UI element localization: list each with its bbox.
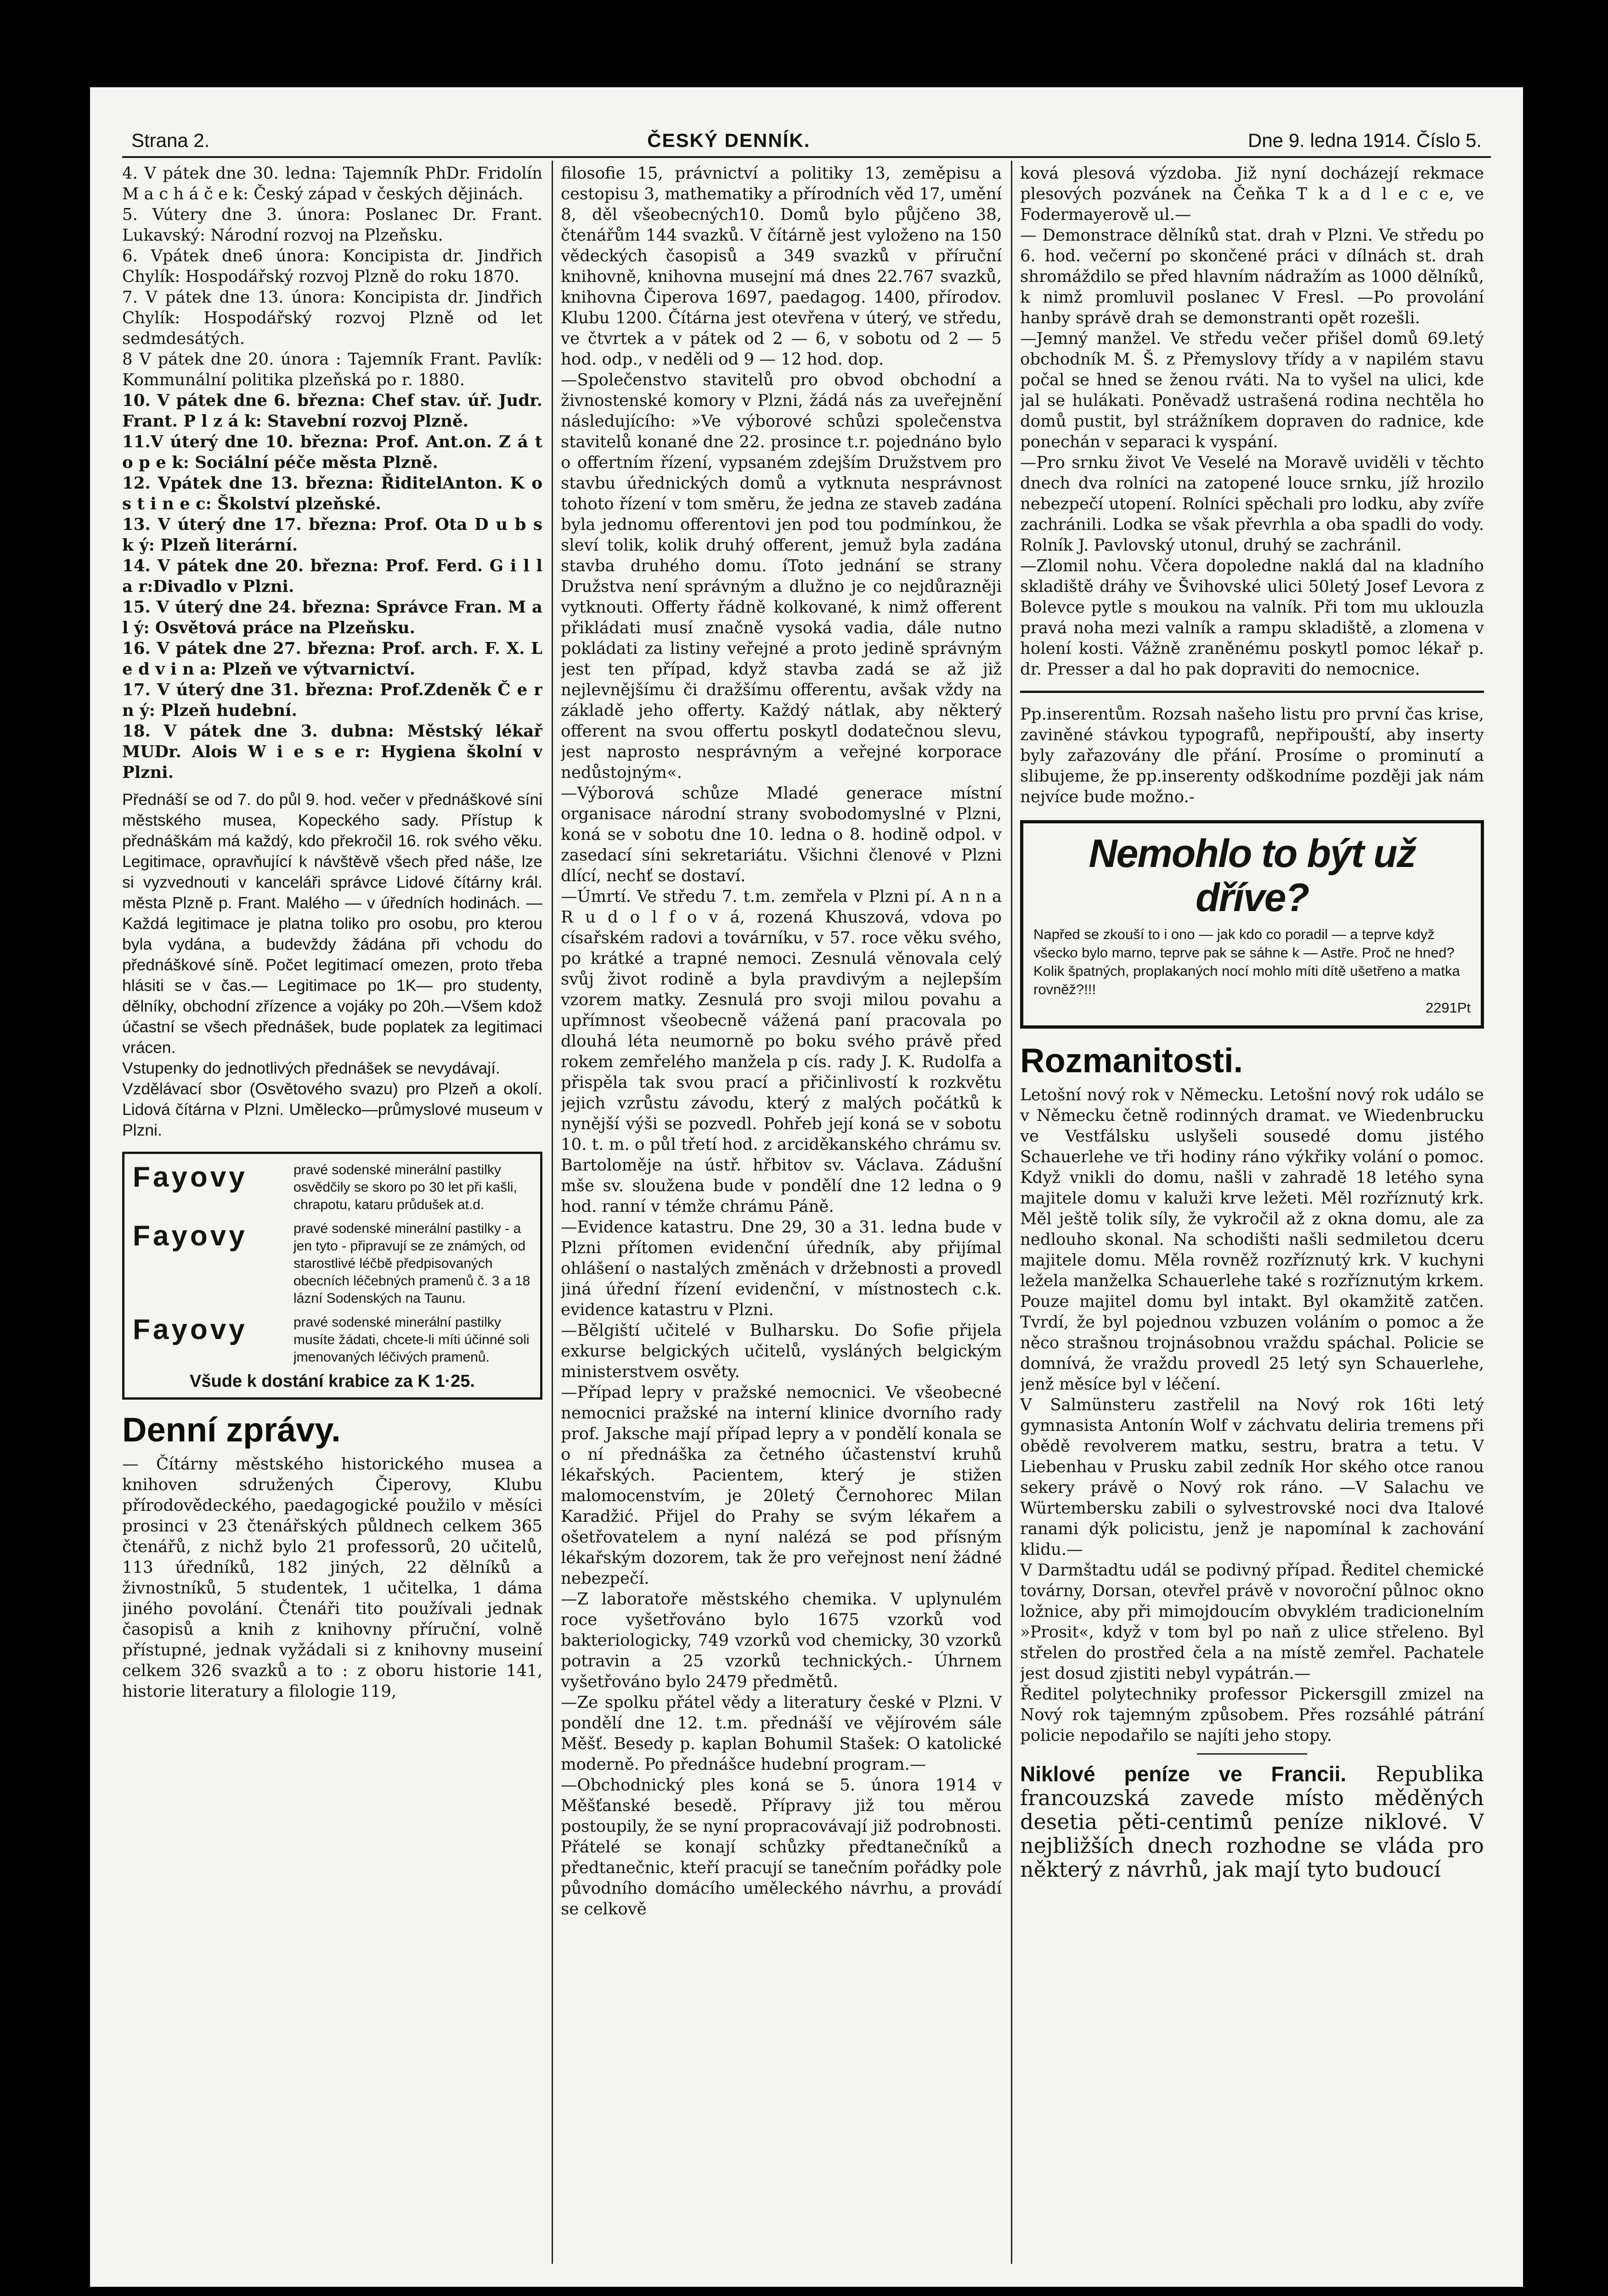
lecture-item: 6. Vpátek dne6 února: Koncipista dr. Jindřich Chylík: Hospodářský rozvoj Plzně do roku 1870. bbox=[122, 247, 542, 286]
newspaper-title: ČESKÝ DENNÍK. bbox=[647, 129, 811, 151]
lecture-item: 10. V pátek dne 6. března: Chef stav. úř. Judr. Frant. P l z á k: Stavební rozvoj Plzně. bbox=[122, 391, 542, 431]
news-paragraph: ková plesová výzdoba. Již nyní docházejí rekmace plesových pozvánek na Čeňka T k a d l e c e, ve Fodermayerově ul.— bbox=[1020, 164, 1484, 224]
ad-text: pravé sodenské minerální pastilky musíte žádati, chcete-li míti účinné soli jmenovaných léčivých pramenů. bbox=[293, 1315, 530, 1365]
news-paragraph: — Čítárny městského historického musea a knihoven sdružených Čiperovy, Klubu přírodovědeckého, paedagogické použilo v měsíci prosinci v 23 čtenářských půldnech celkem 365 čtenářů, z nichž bylo 21 professorů, 20 učitelů, 113 úředníků, 182 jiných, 22 dělníků a živnostníků, 5 studentek, 1 učitelka, 1 dáma jiného povolání. Čtenáři tito používali jednak časopisů a knih z knihovny příruční, volně přístupné, jednak vyžádali si z knihovny museiní celkem 326 svazků a to : z oboru historie 141, historie literatury a filologie 119, bbox=[122, 1455, 542, 1701]
promo-code: 2291Pt bbox=[1425, 1000, 1471, 1016]
ad-row bbox=[133, 1220, 532, 1307]
news-paragraph: V Salmünsteru zastřelil na Nový rok 16ti letý gymnasista Antonín Wolf v záchvatu deliria tremens při obědě revolverem matku, sestru, bratra a tetu. V Liebenhau v Prusku zabil zedník Hor ského otce ranou sekery právě o Nový rok ráno. —V Salachu ve Würtembersku zabili o sylvestrovské noci dva Italové ranami dýk policistu, jenž je napomínal k zachování klidu.— bbox=[1020, 1396, 1484, 1559]
news-paragraph: —Úmrtí. Ve středu 7. t.m. zemřela v Plzni pí. A n n a R u d o l f o v á, rozená Khuszová, vdova po císařském radovi a továrníku, v 57. roce věku svého, po krátké a trapné nemoci. Zesnulá věnovala celý svůj život rodině a byla pravdivým a nejlepším vzorem matky. Zesnulá pro svoji milou povahu a upřímnost všeobecně vážená paní pracovala po dlouhá léta neumorně po boku svého právě před rokem zemřelého manžela p cís. rady J. K. Rudolfa a přispěla tak svou prací a přičinlivostí k rozkvětu jejich vzrůstu závodu, který z malých počátků k nynější výši se pozvedl. Pohřeb její koná se v sobotu 10. t. m. o půl třetí hod. z arciděkanského chrámu sv. Bartoloměje na ústř. hřbitov sv. Václava. Zádušní mše sv. sloužena bude v pondělí dne 12 ledna o 9 hod. ranní v témže chrámu Páně. bbox=[561, 887, 1002, 1216]
column-divider-2 bbox=[1011, 161, 1012, 2264]
news-paragraph: —Zlomil nohu. Včera dopoledne naklá dal na kladního skladiště dráhy ve Švihovské ulici 50letý Josef Levora z Bolevce pytle s moukou na valník. Při tom mu uklouzla pravá noha mezi valník a rampu skladiště, a zlomena v holení kosti. Vážně zraněnému poskytl pomoc lékař p. dr. Presser a dal ho pak dopraviti do nemocnice. bbox=[1020, 557, 1484, 679]
ad-row bbox=[133, 1314, 532, 1366]
lecture-item: 11.V úterý dne 10. března: Prof. Ant.on. Z á t o p e k: Sociální péče města Plzně. bbox=[122, 433, 542, 472]
column-divider-rule bbox=[1020, 691, 1484, 693]
news-paragraph: —Evidence katastru. Dne 29, 30 a 31. ledna bude v Plzni přítomen evidenční úředník, aby přijímal ohlášení o nastalých změnách v držebnosti a provedl jiná úřední řízení evidenční, v místnostech c.k. evidence katastru v Plzni. bbox=[561, 1218, 1002, 1319]
column-2 bbox=[561, 163, 1002, 2266]
section-title-denni-zpravy: Denní zprávy. bbox=[122, 1411, 341, 1449]
lecture-item: 13. V úterý dne 17. března: Prof. Ota D u b s k ý: Plzeň literární. bbox=[122, 515, 542, 555]
column-1 bbox=[122, 163, 542, 2266]
lecture-item: 5. Vútery dne 3. února: Poslanec Dr. Frant. Lukavský: Národní rozvoj na Plzeňsku. bbox=[122, 205, 542, 245]
inserent-notice: Pp.inserentům. Rozsah našeho listu pro první čas krise, zaviněné stávkou typografů, nepřipouští, aby inserty byly zařazovány dle přání. Prosíme o prominutí a slibujeme, že pp.inserenty odškodníme později jak nám nejvíce bude možno.- bbox=[1020, 705, 1484, 806]
lecture-item: 7. V pátek dne 13. února: Koncipista dr. Jindřich Chylík: Hospodářský rozvoj Plzně od let sedmdesátých. bbox=[122, 288, 542, 348]
column-divider-1 bbox=[552, 161, 553, 2264]
astra-advertisement bbox=[1020, 820, 1484, 1029]
news-paragraph: —Společenstvo stavitelů pro obvod obchodní a živnostenské komory v Plzni, žádá nás za uveřejnění následujícího: »Ve výborové schůzi společenstva stavitelů konané dne 22. prosince t.r. pojednáno bylo o offertním řízení, vypsaném zdejším Družstvem pro stavbu úřednických domů a vytknuta nesprávnost tohoto řízení v tom směru, že jedna ze staveb zadána byla jednomu offerentovi jen pod tou podmínkou, že sleví tolik, kolik druhý offerent, jemuž byla zadána stavba druhého domu. íToto jednání se strany Družstva není správným a dlužno je co nejdůrazněji vytknouti. Offerty řádně kolkované, k nimž offerent přikládati musí značně vysoká vadia, dále nutno pokládati za listiny veřejné a proto jedině správným jest ten případ, když stavba zadá se až již nejlevnějšímu či dražšímu offerentu, avšak vždy na základě jeho offerty. Každý nátlak, aby některý offerent na svou offertu poskytl dodatečnou slevu, jest naprosto nesprávným a veřejné korporace nedůstojným«. bbox=[561, 371, 1002, 782]
ad-brand-name: Fayovy bbox=[133, 1314, 248, 1345]
news-paragraph: Letošní nový rok v Německu. Letošní nový rok událo se v Německu četně rodinných dramat. ve Wiedenbrucku ve Vestfálsku uslyšeli sousedé domu jistého Schauerlehe ve tři hodiny ráno výkřiky volání o pomoc. Když vnikli do domu, našli v zahradě 18 letého syna majitele domu v kaluži krve ležeti. Měl rozříznutý krk. Měl ještě tolik síly, že vykročil až z okna domu, ale za nedlouho skonal. Na schodišti našli sedmiletou dceru majitele domu. Měla rovněž rozříznutý krk. V kuchyni ležela manželka Schauerlehe také s rozříznutým krkem. Pouze majitel domu byl intakt. Byl okamžitě zatčen. Tvrdí, že byl pojednou vzbuzen voláním o pomoc a že něco strašnou trojnásobnou vraždu spáchal. Policie se domnívá, že vraždu provedl 25 letý syn Schauerlehe, jenž měsíce byl v léčení. bbox=[1020, 1086, 1484, 1394]
ad-text: pravé sodenské minerální pastilky - a jen tyto - připravují se ze známých, od starostlivé léčbě předpisovaných obecních léčebných pramenů č. 3 a 18 lázní Sodenských na Taunu. bbox=[293, 1221, 530, 1306]
lecture-item: 17. V úterý dne 31. března: Prof.Zdeněk Č e r n ý: Plzeň hudební. bbox=[122, 681, 542, 720]
masthead-rule bbox=[122, 156, 1491, 158]
small-rule bbox=[1197, 1753, 1307, 1755]
page-number: Strana 2. bbox=[131, 129, 210, 151]
organizers: Vzdělávací sbor (Osvětového svazu) pro Plzeň a okolí. Lidová čítárna v Plzni. Umělecko—průmyslové museum v Plzni. bbox=[122, 1080, 542, 1139]
lecture-item: 14. V pátek dne 20. března: Prof. Ferd. G i l l a r:Divadlo v Plzni. bbox=[122, 557, 542, 596]
news-paragraph: Ředitel polytechniky professor Pickersgill zmizel na Nový rok tajemným způsobem. Přes rozsáhlé pátrání policie nepodařilo se najíti jeho stopy. bbox=[1020, 1685, 1484, 1745]
headline-nickel-coins bbox=[1020, 1762, 1484, 1881]
lecture-list bbox=[122, 163, 542, 783]
news-paragraph: —Jemný manžel. Ve středu večer přišel domů 69.letý obchodník M. Š. z Přemyslovy třídy a v napilém stavu počal se hned se ženou rváti. Na to vyšel na ulici, kde jal se hulákati. Poněvadž ustrašená rodina nechtěla ho domů pustit, byl strážníkem dopraven do radnice, kde ponechán v separaci k vyspání. bbox=[1020, 329, 1484, 451]
news-paragraph: filosofie 15, právnictví a politiky 13, zeměpisu a cestopisu 3, mathematiky a přírodních věd 17, umění 8, děl všeobecných10. Domů bylo půjčeno 38, čtenářům 144 svazků. V čítárně jest vyloženo na 150 vědeckých časopisů a 349 svazků v příruční knihovně, knihovna musejní má dnes 22.767 svazků, knihovna Čiperova 1697, paedagog. 1400, přírodov. Klubu 1200. Čítárna jest otevřena v úterý, ve středu, ve čtvrtek a v pátek od 2 — 6, v sobotu od 2 — 5 hod. odp., v neděli od 9 — 12 hod. dop. bbox=[561, 164, 1002, 369]
headline-text: Niklové peníze ve Francii. bbox=[1020, 1762, 1347, 1786]
ad-row bbox=[133, 1161, 532, 1214]
news-paragraph: —Pro srnku život Ve Veselé na Moravě uviděli v těchto dnech dva rolníci na zatopené louce srnku, jíž hrozilo nebezpečí utopení. Rolníci spěchali pro lodku, aby zvíře zachránili. Lodka se však převrhla a oba spadli do vody. Rolník J. Pavlovský utonul, druhý se zachránil. bbox=[1020, 453, 1484, 555]
news-paragraph: V Darmštadtu udál se podivný případ. Ředitel chemické továrny, Dorsan, otevřel právě v novoroční půlnoc okno ložnice, aby při mimojdoucím obvyklém tradicionelním »Prosit«, když v tom byl po naň z ulice střeleno. Byl střelen do prostřed čela a na místě zemřel. Pachatele jest dosud zjistiti nebyl vypátrán.— bbox=[1020, 1561, 1484, 1683]
news-paragraph: —Případ lepry v pražské nemocnici. Ve všeobecné nemocnici pražské na interní klinice dvorního rady prof. Jaksche mají případ lepry a v pondělí konala se o ní přednáška za četného účastenství kruhů lékařských. Pacientem, který je stižen malomocenstvím, je 20letý Černohorec Milan Karadžić. Přijel do Prahy se svým lékařem a ošetřovatelem a nyní nalézá se pod přísným lékařským dozorem, tak že pro veřejnost není žádné nebezpečí. bbox=[561, 1383, 1002, 1588]
fayovy-advertisement bbox=[122, 1152, 542, 1400]
ad-text: pravé sodenské minerální pastilky osvědčily se skoro po 30 let při kašli, chrapotu, kataru průdušek at.d. bbox=[293, 1162, 517, 1212]
news-paragraph: —Ze spolku přátel vědy a literatury české v Plzni. V pondělí dne 12. t.m. přednáší ve vějírovém sále Měšť. Besedy p. kaplan Bohumil Stašek: O katolické moderně. Po přednášce hudební program.— bbox=[561, 1693, 1002, 1774]
promo-title: Nemohlo to být už dříve? bbox=[1089, 832, 1416, 920]
lecture-item: 16. V pátek dne 27. března: Prof. arch. F. X. L e d v i n a: Plzeň ve výtvarnictví. bbox=[122, 639, 542, 679]
masthead bbox=[131, 115, 1482, 152]
section-title-rozmanitosti: Rozmanitosti. bbox=[1020, 1041, 1243, 1080]
lecture-item: 15. V úterý dne 24. března: Správce Fran. M a l ý: Osvětová práce na Plzeňsku. bbox=[122, 598, 542, 637]
ad-price: Všude k dostání krabice za K 1·25. bbox=[190, 1372, 475, 1391]
ad-brand-name: Fayovy bbox=[133, 1161, 248, 1193]
issue-date: Dne 9. ledna 1914. Číslo 5. bbox=[1247, 129, 1482, 151]
headline-body: Republika francouzská zavede místo měděných desetia pěti-centimů peníze niklové. V nejbližších dnech rozhodne se vláda pro některý z návrhů, jak mají tyto budoucí bbox=[1020, 1761, 1484, 1882]
news-paragraph: —Obchodnický ples koná se 5. února 1914 v Měšťanské besedě. Přípravy již tou měrou postoupily, že se nyní propracovávají již podrobnosti. Přátelé se konají schůzky předtanečníků a předtanečnic, kteří pracují se tanečním pořádky pole původního domácího uměleckého návrhu, a provádí se celkově bbox=[561, 1776, 1002, 1919]
lecture-notice: Přednáší se od 7. do půl 9. hod. večer v přednáškové síni městského musea, Kopeckého sady. Přístup k přednáškám má každý, kdo překročil 16. rok svého věku. Legitimace, opravňující k návštěvě všech před náše, lze si vyzvednouti v kanceláři správce Lidové čítárny král. města Plzně p. Frant. Malého — v úředních hodinách. — Každá legitimace je platna toliko pro osobu, pro kterou byla vydána, a budevždy žádána při vchodu do přednáškové síně. Počet legitimací omezen, proto třeba hlásiti se v čas.— Legitimace po 1K— pro studenty, dělníky, obchodní zřízence a vojáky po 20h.—Všem kdož účastní se všech přednášek, bude poplatek za legitimaci vrácen. bbox=[122, 790, 542, 1057]
lecture-item: 12. Vpátek dne 13. března: ŘiditelAnton. K o s t i n e c: Školství plzeňské. bbox=[122, 474, 542, 513]
ad-brand-name: Fayovy bbox=[133, 1220, 248, 1252]
lecture-item: 4. V pátek dne 30. ledna: Tajemník PhDr. Fridolín M a c h á č e k: Český západ v českých dějinách. bbox=[122, 164, 542, 203]
lecture-item: 8 V pátek dne 20. února : Tajemník Frant. Pavlík: Kommunální politika plzeňská po r. 1880. bbox=[122, 350, 542, 389]
column-3 bbox=[1020, 163, 1484, 2266]
news-paragraph: — Demonstrace dělníků stat. drah v Plzni. Ve středu po 6. hod. večerní po skončené práci v dílnách st. drah shromáždilo se před hlavním nádražím as 1000 dělníků, k nimž promluvil poslanec V Fresl. —Po provolání hanby správě drah se demonstranti opět rozešli. bbox=[1020, 226, 1484, 327]
news-paragraph: —Z laboratoře městského chemika. V uplynulém roce vyšetřováno bylo 1675 vzorků vod bakteriologicky, 749 vzorků vod chemicky, 30 vzorků potravin a 25 vzorků technických.- Úhrnem vyšetřováno bylo 2479 předmětů. bbox=[561, 1590, 1002, 1691]
tickets-note: Vstupenky do jednotlivých přednášek se nevydávají. bbox=[122, 1059, 500, 1077]
news-paragraph: —Bělgiští učitelé v Bulharsku. Do Sofie přijela exkurse belgických učitelů, vysláných belgickým ministerstvem osvěty. bbox=[561, 1321, 1002, 1381]
newspaper-page bbox=[90, 87, 1523, 2287]
news-paragraph: —Výborová schůze Mladé generace místní organisace národní strany svobodomyslné v Plzni, koná se v sobotu dne 10. ledna o 8. hodině odpol. v zasedací síni sekretariátu. Všichni členové v Plzni dlící, nechť se dostaví. bbox=[561, 784, 1002, 885]
promo-text: Napřed se zkouší to i ono — jak kdo co poradil — a teprve když všecko bylo marno, teprve pak se sáhne k — Astře. Proč ne hned? Kolik špatných, proplakaných nocí mohlo míti dítě ušetřeno a matka rovněž?!!! bbox=[1033, 926, 1460, 997]
lecture-item: 18. V pátek dne 3. dubna: Městský lékař MUDr. Alois W i e s e r: Hygiena školní v Plzni. bbox=[122, 722, 542, 782]
